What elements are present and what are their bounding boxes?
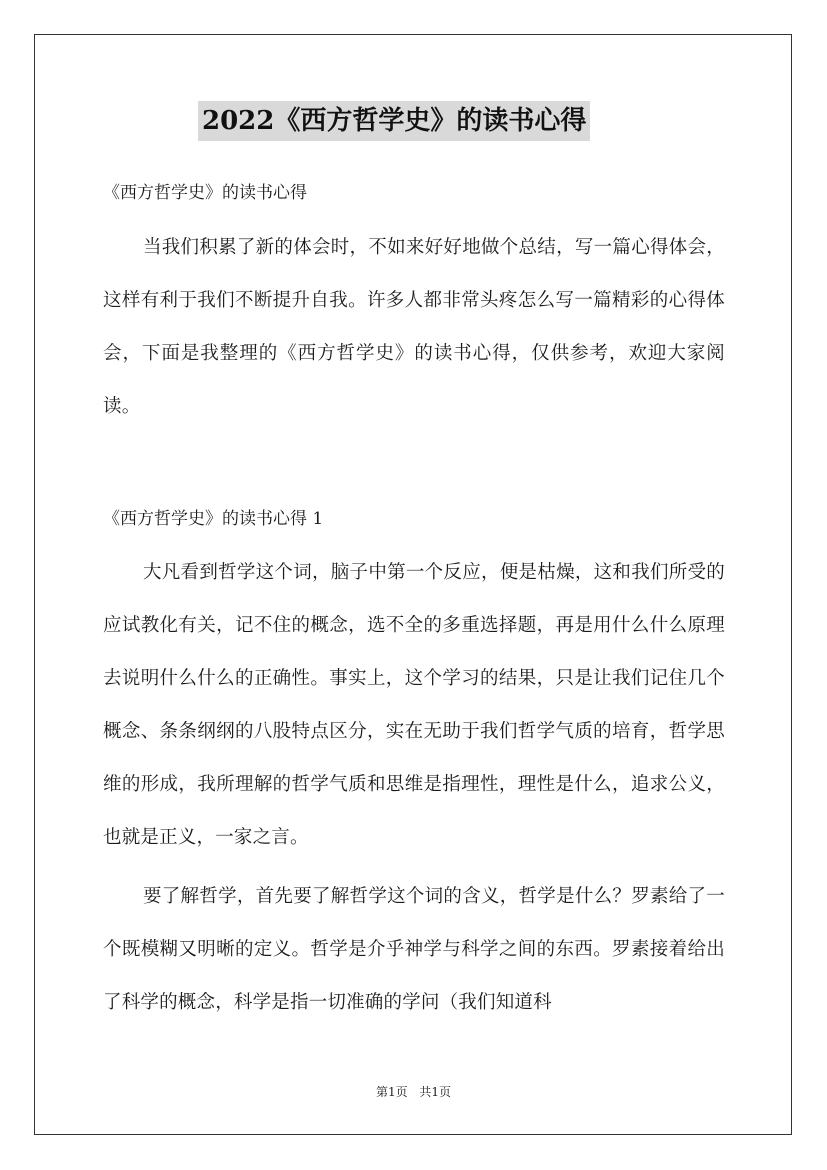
document-title: 2022《西方哲学史》的读书心得	[198, 101, 590, 141]
intro-heading: 《西方哲学史》的读书心得	[103, 183, 307, 203]
page-number-total: 共1页	[419, 1085, 452, 1099]
section-1-paragraph: 要了解哲学，首先要了解哲学这个词的含义，哲学是什么？罗素给了一个既模糊又明晰的定义。哲学是介乎神学与科学之间的东西。罗素接着给出了科学的概念，科学是指一切准确的学问（我们知道科	[103, 886, 725, 1013]
section-1-paragraph: 大凡看到哲学这个词，脑子中第一个反应，便是枯燥，这和我们所受的应试教化有关，记不住的概念，选不全的多重选择题，再是用什么什么原理去说明什么什么的正确性。事实上，这个学习的结果，只是让我们记住几个概念、条条纲纲的八股特点区分，实在无助于我们哲学气质的培育，哲学思维的形成，我所理解的哲学气质和思维是指理性，理性是什么，追求公义，也就是正义，一家之言。	[103, 562, 725, 848]
section-1-heading: 《西方哲学史》的读书心得 1	[103, 509, 324, 529]
page-footer	[0, 1084, 827, 1100]
intro-paragraph: 当我们积累了新的体会时，不如来好好地做个总结，写一篇心得体会，这样有利于我们不断提升自我。许多人都非常头疼怎么写一篇精彩的心得体会，下面是我整理的《西方哲学史》的读书心得，仅供参考，欢迎大家阅读。	[103, 237, 725, 417]
page-number-current: 第1页	[375, 1085, 408, 1099]
